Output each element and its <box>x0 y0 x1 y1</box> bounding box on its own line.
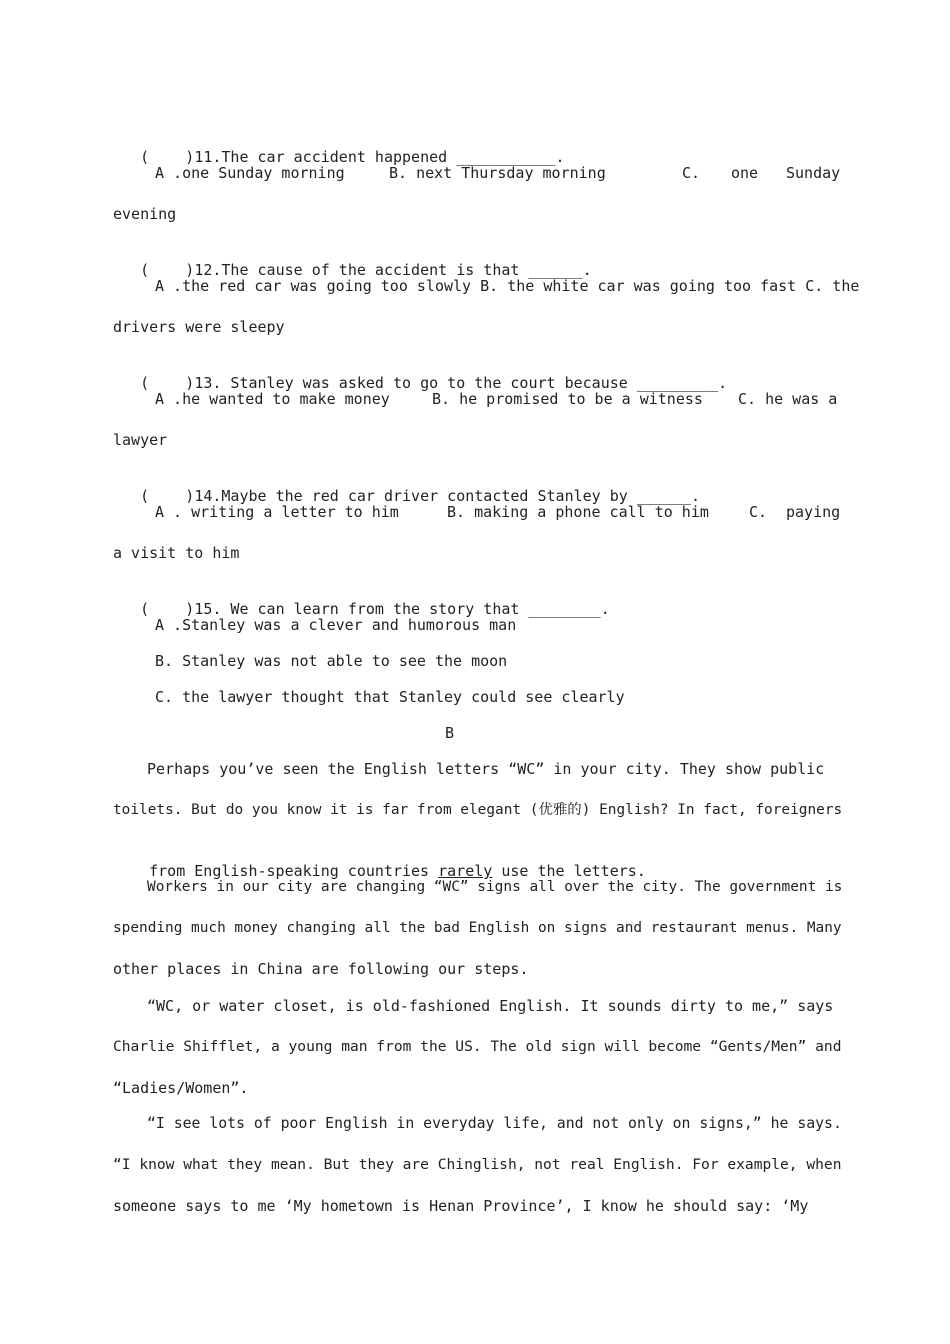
passage-line: “Ladies/Women”. <box>113 1079 249 1097</box>
passage-text: use the letters. <box>492 862 646 880</box>
answer-blank[interactable]: ( ) <box>140 261 195 279</box>
options-text: A .the red car was going too slowly B. the white car was going too fast C. the <box>155 277 860 295</box>
passage-line: spending much money changing all the bad English on signs and restaurant menus. Many <box>113 920 842 936</box>
option-c: C. he was a <box>738 390 838 408</box>
option-b: B. next Thursday morning <box>389 164 606 182</box>
option-a: A .one Sunday morning <box>155 164 345 182</box>
option-b: B. he promised to be a witness <box>432 390 703 408</box>
option-a: A .Stanley was a clever and humorous man <box>155 616 517 634</box>
passage-line: “I see lots of poor English in everyday life, and not only on signs,” he says. <box>147 1115 842 1132</box>
option-c-label: C. <box>682 164 701 182</box>
passage-line: toilets. But do you know it is far from elegant (优雅的) English? In fact, foreigners <box>113 802 843 818</box>
answer-blank[interactable]: ( ) <box>140 600 195 618</box>
option-c: C. the lawyer thought that Stanley could see clearly <box>155 688 625 706</box>
option-c-continuation: a visit to him <box>113 544 240 562</box>
section-title: B <box>445 724 455 742</box>
passage-line: someone says to me ‘My hometown is Henan Province’, I know he should say: ‘My <box>113 1197 809 1215</box>
passage-line: Charlie Shifflet, a young man from the US. The old sign will become “Gents/Men” and <box>113 1038 842 1055</box>
answer-blank[interactable]: ( ) <box>140 148 195 166</box>
option-a: A .he wanted to make money <box>155 390 390 408</box>
passage-text: Perhaps you’ve seen the English letters “WC” in your city. They show public <box>147 760 825 778</box>
passage-line: Workers in our city are changing “WC” signs all over the city. The government is <box>147 879 843 895</box>
question-stem: 13. Stanley was asked to go to the court because _________. <box>194 374 728 392</box>
answer-blank[interactable]: ( ) <box>140 374 195 392</box>
passage-line: “WC, or water closet, is old-fashioned English. It sounds dirty to me,” says <box>147 997 834 1015</box>
option-c-word: Sunday <box>786 164 841 182</box>
passage-text: from English-speaking countries <box>149 862 439 880</box>
passage-line: other places in China are following our steps. <box>113 960 529 978</box>
question-stem: 15. We can learn from the story that ________. <box>194 600 610 618</box>
option-c-word: paying <box>786 503 841 521</box>
answer-blank[interactable]: ( ) <box>140 487 195 505</box>
question-stem: 12.The cause of the accident is that ______. <box>194 261 592 279</box>
option-c-continuation: lawyer <box>113 431 168 449</box>
option-a: A . writing a letter to him <box>155 503 399 521</box>
option-b: B. making a phone call to him <box>447 503 709 521</box>
question-stem: 11.The car accident happened ___________. <box>194 148 565 166</box>
option-c-continuation: evening <box>113 205 177 223</box>
passage-line <box>147 759 836 779</box>
underlined-word: rarely <box>438 862 493 880</box>
option-c-word: one <box>731 164 759 182</box>
options-line <box>155 276 860 296</box>
option-c-label: C. <box>749 503 768 521</box>
option-b: B. Stanley was not able to see the moon <box>155 652 508 670</box>
question-stem: 14.Maybe the red car driver contacted Stanley by ______. <box>194 487 701 505</box>
option-c-continuation: drivers were sleepy <box>113 318 285 336</box>
passage-line: “I know what they mean. But they are Chinglish, not real English. For example, when <box>113 1156 842 1173</box>
